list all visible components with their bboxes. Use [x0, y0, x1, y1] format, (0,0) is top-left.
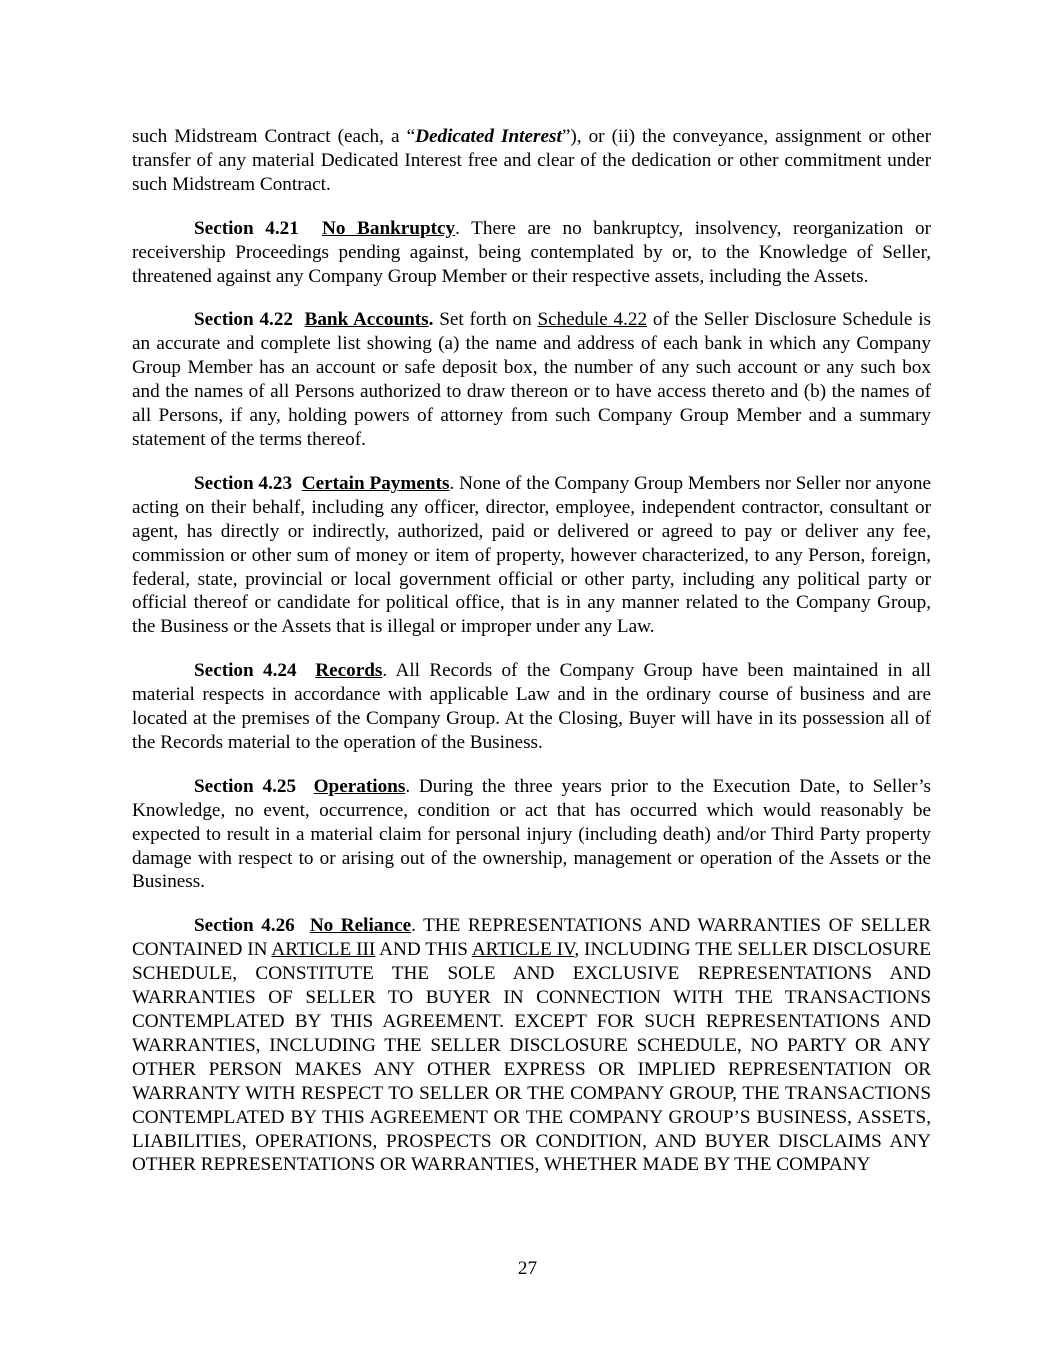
intro-paragraph [132, 125, 931, 197]
section-number: Section 4.22 [194, 309, 294, 331]
section-4-21 [132, 217, 931, 289]
section-body-part: . THE REPRESENTATIONS AND WARRANTIES OF SELLER CONTAINED IN [132, 915, 931, 961]
section-body: . All Records of the Company Group have been maintained in all material respects in accordance with applicable Law and in the ordinary course of business and are located at the premises of the Company Group. At the Closing, Buyer will have in its possession all of the Records material to the operation of the Business. [132, 660, 931, 753]
page-number: 27 [517, 1258, 538, 1279]
section-title: Records [315, 660, 383, 682]
document-page [132, 125, 931, 1197]
section-body: . During the three years prior to the Execution Date, to Seller’s Knowledge, no event, occurrence, condition or act that has occurred which would reasonably be expected to result in a material claim for personal injury (including death) and/or Third Party property damage with respect to or arising out of the ownership, management or operation of the Assets or the Business. [132, 775, 931, 893]
defined-term-dedicated-interest: Dedicated Interest [415, 126, 562, 147]
section-number: Section 4.23 [194, 472, 293, 494]
section-body: . None of the Company Group Members nor Seller nor anyone acting on their behalf, including any officer, director, employee, independent contractor, consultant or agent, has directly or indirectly, authorized, paid or delivered or agreed to pay or deliver any fee, commission or other sum of money or item of property, however characterized, to any Person, foreign, federal, state, provincial or local government official or other party, including any political party or official thereof or candidate for political office, that is in any manner related to the Company Group, the Business or the Assets that is illegal or improper under any Law. [132, 472, 931, 638]
section-number: Section 4.25 [194, 775, 297, 797]
section-title: No Reliance [309, 915, 412, 937]
section-title: Operations [313, 775, 406, 797]
section-body: . There are no bankruptcy, insolvency, reorganization or receivership Proceedings pending against, being contemplated by or, to the Knowledge of Seller, threatened against any Company Group Member or their respective assets, including the Assets. [132, 217, 931, 287]
section-4-25 [132, 775, 931, 895]
section-4-24 [132, 659, 931, 755]
section-title: Certain Payments [301, 472, 450, 494]
intro-text-2: ”), or (ii) the conveyance, assignment or other transfer of any material Dedicated Interest free and clear of the dedication or other commitment under such Midstream Contract. [132, 126, 931, 195]
article-iv-reference: ARTICLE IV [471, 939, 575, 961]
section-body-part: Set forth on [433, 309, 538, 331]
intro-text-1: such Midstream Contract (each, a “ [132, 126, 416, 147]
section-number: Section 4.21 [194, 217, 299, 239]
section-title-punct: . [428, 309, 434, 331]
section-title: Bank Accounts [304, 309, 429, 331]
section-4-26 [132, 914, 931, 1177]
section-body-part: AND THIS [375, 939, 472, 961]
section-4-23 [132, 472, 931, 639]
section-4-22 [132, 308, 931, 451]
section-body-part: of the Seller Disclosure Schedule is an accurate and complete list showing (a) the name and address of each bank in which any Company Group Member has an account or safe deposit box, the number of any such account or any such box and the names of all Persons authorized to draw thereon or to have access thereto and (b) the names of all Persons, if any, holding powers of attorney from such Company Group Member and a summary statement of the terms thereof. [132, 309, 931, 450]
section-number: Section 4.26 [194, 915, 295, 937]
section-number: Section 4.24 [194, 660, 297, 682]
section-body-part: , INCLUDING THE SELLER DISCLOSURE SCHEDULE, CONSTITUTE THE SOLE AND EXCLUSIVE REPRESENTATIONS AND WARRANTIES OF SELLER TO BUYER IN CONNECTION WITH THE TRANSACTIONS CONTEMPLATED BY THIS AGREEMENT. EXCEPT FOR SUCH REPRESENTATIONS AND WARRANTIES, INCLUDING THE SELLER DISCLOSURE SCHEDULE, NO PARTY OR ANY OTHER PERSON MAKES ANY OTHER EXPRESS OR IMPLIED REPRESENTATION OR WARRANTY WITH RESPECT TO SELLER OR THE COMPANY GROUP, THE TRANSACTIONS CONTEMPLATED BY THIS AGREEMENT OR THE COMPANY GROUP’S BUSINESS, ASSETS, LIABILITIES, OPERATIONS, PROSPECTS OR CONDITION, AND BUYER DISCLAIMS ANY OTHER REPRESENTATIONS OR WARRANTIES, WHETHER MADE BY THE COMPANY [132, 939, 931, 1176]
article-iii-reference: ARTICLE III [271, 939, 376, 961]
schedule-4-22-reference: Schedule 4.22 [537, 309, 648, 331]
section-title: No Bankruptcy [322, 217, 456, 239]
